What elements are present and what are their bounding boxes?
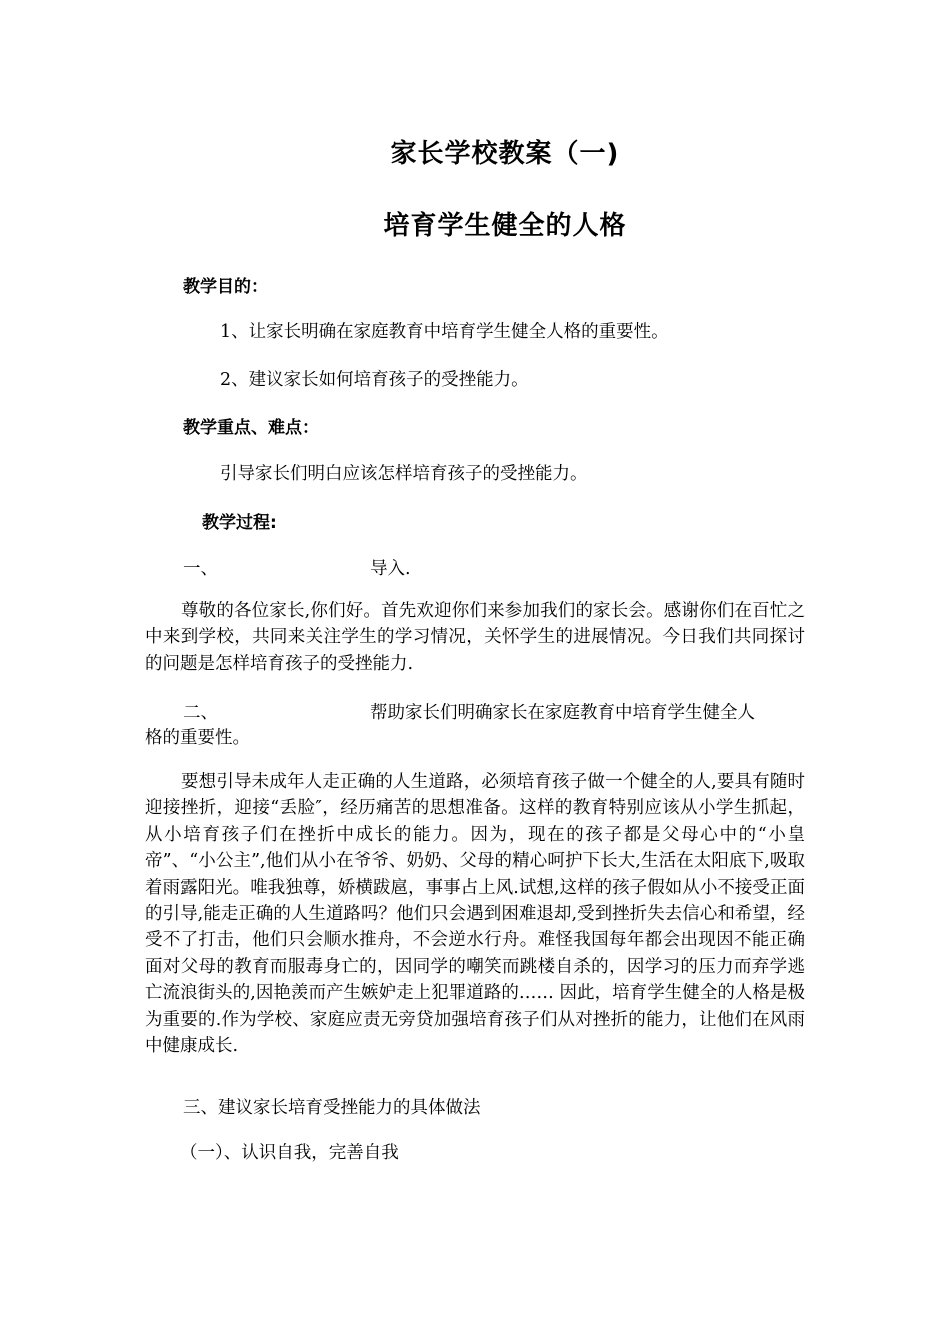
document-title: 家长学校教案（一) xyxy=(390,139,620,169)
section2-paragraph: 要想引导未成年人走正确的人生道路，必须培育孩子做一个健全的人,要具有随时迎接挫折，迎接“丢脸″，经历痛苦的思想准备。这样的教育特别应该从小学生抓起，从小培育孩子们在挫折中成长的能力。因为，现在的孩子都是父母心中的“小皇帝”、“小公主”,他们从小在爷爷、奶奶、父母的精心呵护下长大,生活在太阳底下,吸取着雨露阳光。唯我独尊，娇横跋扈，事事占上风.试想,这样的孩子假如从小不接受正面的引导,能走正确的人生道路吗？他们只会遇到困难退却,受到挫折失去信心和希望，经受不了打击，他们只会顺水推舟，不会逆水行舟。难怪我国每年都会出现因不能正确面对父母的教育而服毒身亡的，因同学的嘲笑而跳楼自杀的，因学习的压力而弃学逃亡流浪街头的,因艳羡而产生嫉妒走上犯罪道路的…… 因此，培育学生健全的人格是极为重要的.作为学校、家庭应责无旁贷加强培育孩子们从对挫折的能力，让他们在风雨中健康成长. xyxy=(145,772,805,1057)
section1-paragraph: 尊敬的各位家长,你们好。首先欢迎你们来参加我们的家长会。感谢你们在百忙之中来到学校，共同来关注学生的学习情况，关怀学生的进展情况。今日我们共同探讨的问题是怎样培育孩子的受挫能力. xyxy=(145,601,805,674)
process-heading: 教学过程: xyxy=(202,513,277,533)
objective-item-1: 1、让家长明确在家庭教育中培育学生健全人格的重要性。 xyxy=(220,322,669,342)
document-subtitle: 培育学生健全的人格 xyxy=(383,211,627,241)
key-points-heading: 教学重点、难点： xyxy=(183,418,319,438)
section2-title: 帮助家长们明确家长在家庭教育中培育学生健全人 xyxy=(370,703,755,723)
key-points-text: 引导家长们明白应该怎样培育孩子的受挫能力。 xyxy=(220,464,588,484)
section1-number: 一、 xyxy=(183,559,218,579)
section1-title: 导入. xyxy=(370,559,411,579)
section2-number: 二、 xyxy=(183,703,218,723)
objectives-heading: 教学目的： xyxy=(183,277,268,297)
section2-title-continued: 格的重要性。 xyxy=(145,728,250,748)
objective-item-2: 2、建议家长如何培育孩子的受挫能力。 xyxy=(220,370,529,390)
section3-title: 三、建议家长培育受挫能力的具体做法 xyxy=(183,1098,481,1118)
section3-sub1: （一）、认识自我，完善自我 xyxy=(180,1143,399,1163)
